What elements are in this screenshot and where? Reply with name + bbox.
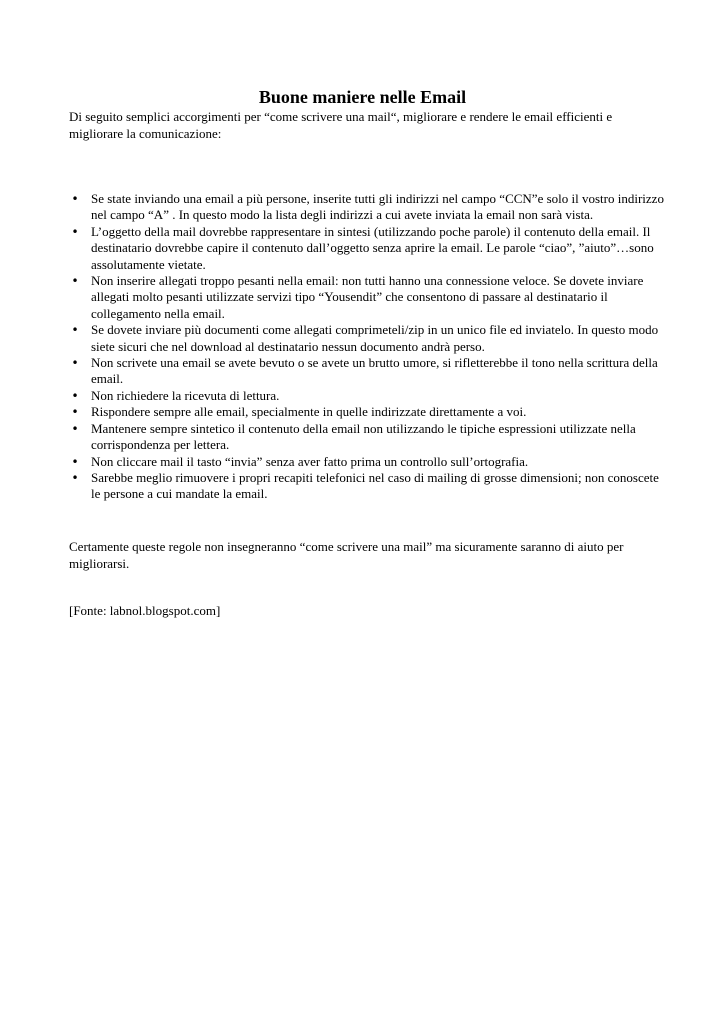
bullet-icon: • [71, 192, 79, 206]
bullet-icon: • [71, 323, 79, 338]
list-item [69, 355, 669, 388]
bullet-icon: • [71, 274, 79, 289]
source-citation: [Fonte: labnol.blogspot.com] [69, 603, 221, 618]
list-item-text: Rispondere sempre alle email, specialmente in quelle indirizzate direttamente a voi. [91, 404, 527, 420]
list-item [69, 224, 669, 273]
bullet-icon: • [71, 454, 79, 469]
bullet-icon: • [71, 388, 79, 403]
list-item-text: Non richiedere la ricevuta di lettura. [91, 387, 280, 403]
list-item-text: Se dovete inviare più documenti come allegati comprimeteli/zip in un unico file ed inviatelo. In questo modo siete sicuri che nel download al destinatario nessun documento andrà perso. [91, 322, 659, 354]
list-item [69, 470, 669, 503]
list-item [69, 421, 669, 454]
list-item-text: Non inserire allegati troppo pesanti nella email: non tutti hanno una connessione veloce. Se dovete inviare allegati molto pesanti utilizzate servizi tipo “Yousendit” che consentono di passare al destinatario il collegamento nella email. [91, 273, 644, 321]
document-title: Buone maniere nelle Email [258, 87, 467, 107]
bullet-icon: • [71, 356, 79, 371]
bullet-icon: • [71, 405, 79, 420]
list-item [69, 191, 669, 224]
bullet-icon: • [71, 470, 79, 485]
list-item-text: Non cliccare mail il tasto “invia” senza aver fatto prima un controllo sull’ortografia. [91, 453, 529, 469]
list-item [69, 454, 669, 470]
bullet-icon: • [71, 224, 79, 239]
list-item-text: Sarebbe meglio rimuovere i propri recapiti telefonici nel caso di mailing di grosse dimensioni; non conoscete le persone a cui mandate la email. [91, 469, 659, 502]
intro-paragraph: Di seguito semplici accorgimenti per “come scrivere una mail“, migliorare e rendere le email efficienti e migliorare la comunicazione: [69, 109, 613, 141]
closing-paragraph: Certamente queste regole non insegneranno “come scrivere una mail” ma sicuramente saranno di aiuto per migliorarsi. [69, 539, 624, 571]
list-item-text: Se state inviando una email a più persone, inserite tutti gli indirizzi nel campo “CCN”e solo il vostro indirizzo nel campo “A” . In questo modo la lista degli indirizzi a cui avete inviata la email non sarà vista. [91, 191, 664, 223]
bullet-icon: • [71, 421, 79, 436]
list-item [69, 322, 669, 355]
list-item [69, 404, 669, 420]
list-item-text: L’oggetto della mail dovrebbe rappresentare in sintesi (utilizzando poche parole) il contenuto della email. Il destinatario dovrebbe capire il contenuto dall’oggetto senza aprire la email. Le parole “ciao”, ”aiuto”…sono assolutamente vietate. [91, 223, 654, 272]
tips-list [69, 191, 669, 503]
list-item [69, 273, 669, 322]
list-item [69, 388, 669, 404]
list-item-text: Mantenere sempre sintetico il contenuto della email non utilizzando le tipiche espressioni utilizzate nella corrispondenza per lettera. [91, 420, 636, 453]
list-item-text: Non scrivete una email se avete bevuto o se avete un brutto umore, si rifletterebbe il tono nella scrittura della email. [91, 355, 658, 387]
